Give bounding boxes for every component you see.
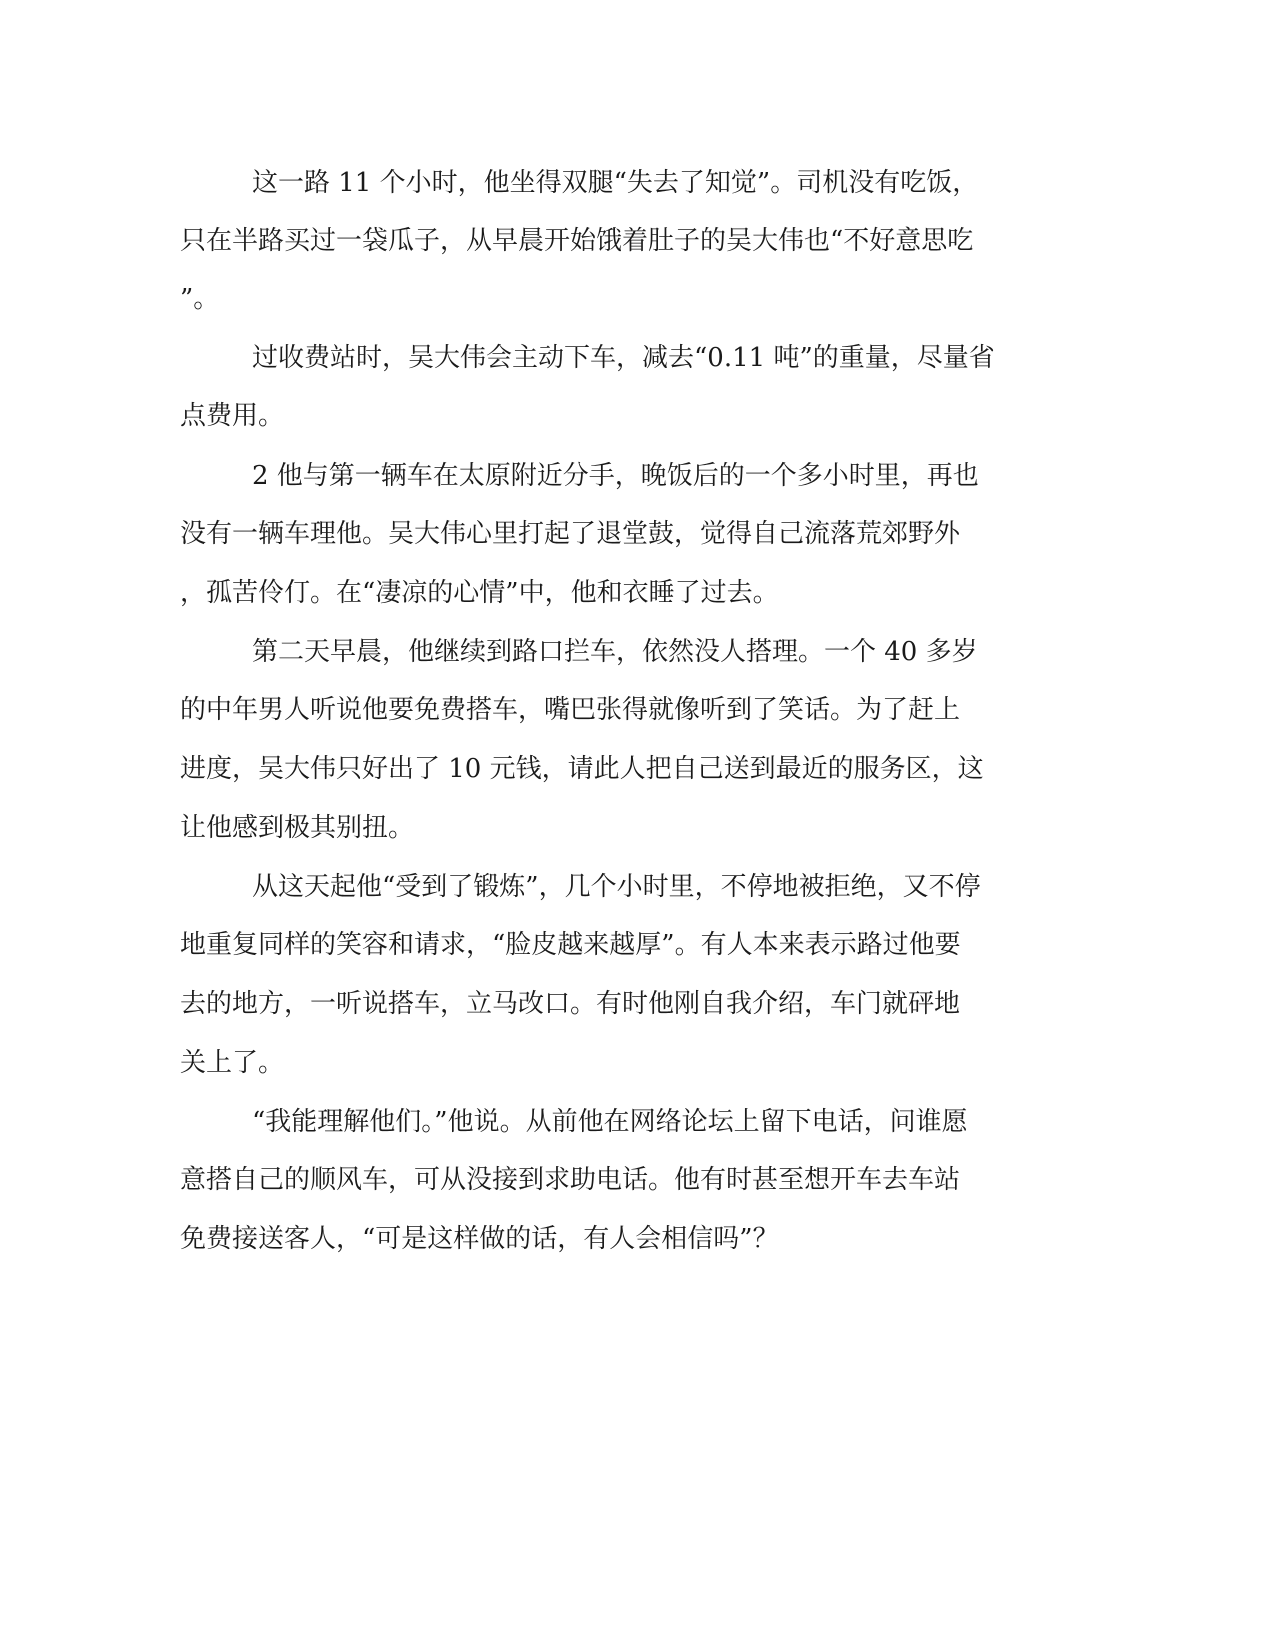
text-line: 2 他与第一辆车在太原附近分手，晚饭后的一个多小时里，再也 [252,461,979,491]
text-line: 这一路 11 个小时，他坐得双腿“失去了知觉”。司机没有吃饭， [252,168,979,198]
text-line: 的中年男人听说他要免费搭车，嘴巴张得就像听到了笑话。为了赶上 [180,695,961,725]
text-line: 第二天早晨，他继续到路口拦车，依然没人搭理。一个 40 多岁 [252,637,978,667]
text-line: 去的地方，一听说搭车，立马改口。有时他刚自我介绍，车门就砰地 [180,989,961,1019]
text-line: 只在半路买过一袋瓜子，从早晨开始饿着肚子的吴大伟也“不好意思吃 [180,226,974,256]
text-line: 让他感到极其别扭。 [180,813,415,843]
text-line: 点费用。 [180,401,285,431]
text-line: 意搭自己的顺风车，可从没接到求助电话。他有时甚至想开车去车站 [180,1165,961,1195]
text-line: 没有一辆车理他。吴大伟心里打起了退堂鼓，觉得自己流落荒郊野外 [180,519,961,549]
text-line: “我能理解他们。”他说。从前他在网络论坛上留下电话，问谁愿 [252,1107,968,1137]
text-line: ”。 [180,284,220,314]
text-line: 从这天起他“受到了锻炼”，几个小时里，不停地被拒绝，又不停 [252,872,981,902]
text-line: 关上了。 [180,1048,285,1078]
text-line: 地重复同样的笑容和请求，“脸皮越来越厚”。有人本来表示路过他要 [180,930,961,960]
text-line: 免费接送客人，“可是这样做的话，有人会相信吗”？ [180,1224,779,1254]
text-line: 进度，吴大伟只好出了 10 元钱，请此人把自己送到最近的服务区，这 [180,754,984,784]
text-line: ，孤苦伶仃。在“凄凉的心情”中，他和衣睡了过去。 [180,578,779,608]
text-line: 过收费站时，吴大伟会主动下车，减去“0.11 吨”的重量，尽量省 [252,343,995,373]
